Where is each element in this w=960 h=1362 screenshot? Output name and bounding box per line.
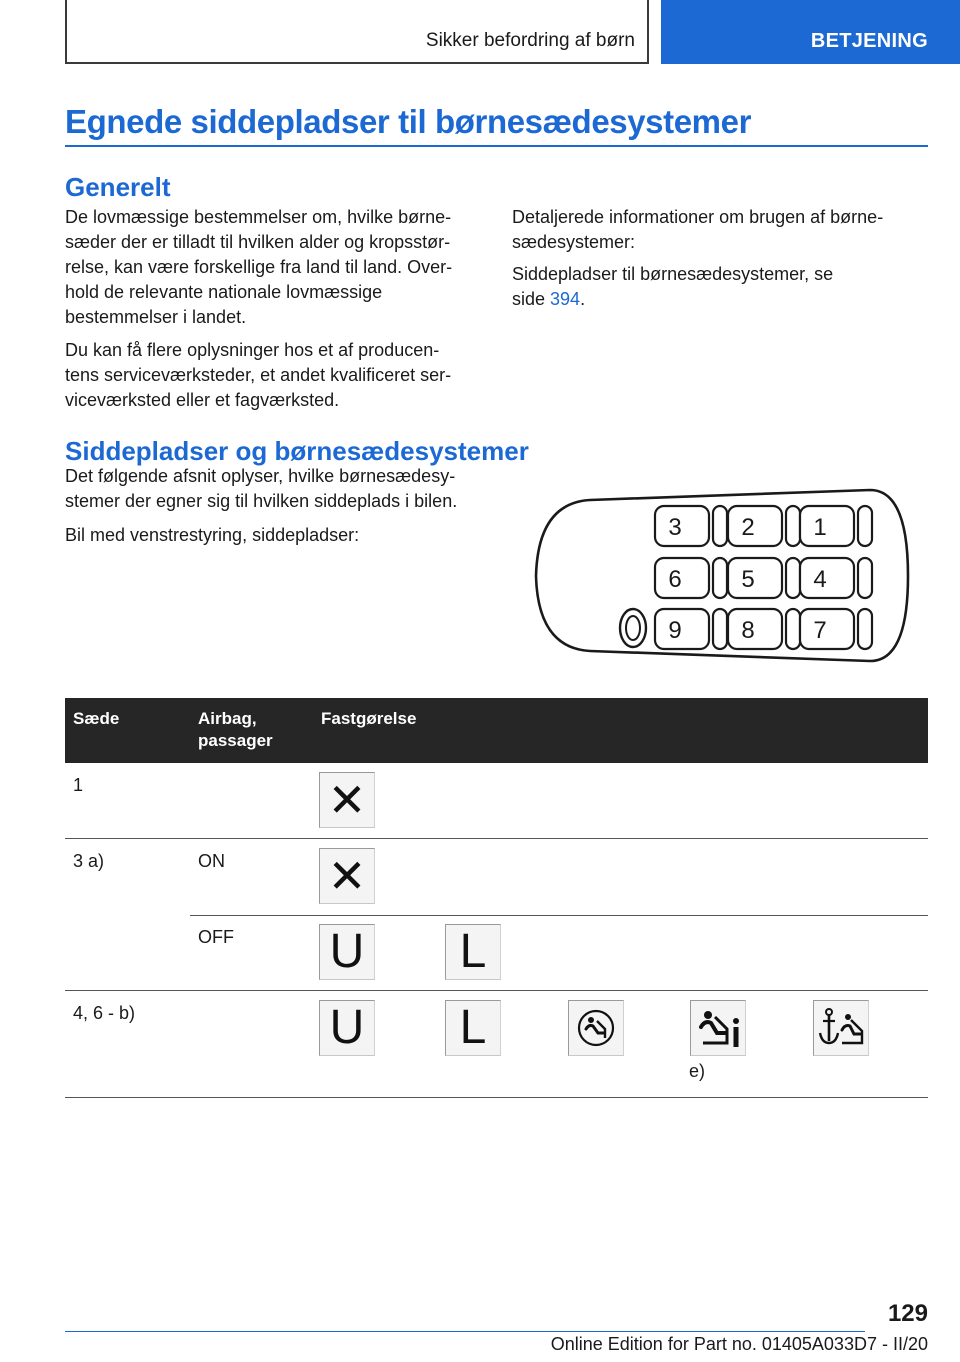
table-header-row <box>65 698 928 763</box>
seat-number: 2 <box>741 514 755 541</box>
not-permitted-icon: ✕ <box>319 772 375 828</box>
text-line: Siddepladser til børnesædesystemer, se <box>512 264 834 284</box>
text-line: Detaljerede informationer om brugen af børne‐ <box>512 207 884 227</box>
cell-seat: 3 a) <box>73 851 105 871</box>
footer-divider <box>65 1331 865 1332</box>
siddepladser-paragraph <box>65 464 505 514</box>
text-line: sæder der er tilladt til hvilken alder og kropsstør‐ <box>65 232 451 252</box>
text-line <box>512 287 932 312</box>
universal-u-icon: U <box>319 924 375 980</box>
text-line: bestemmelser i landet. <box>65 307 247 327</box>
table-row <box>65 915 928 991</box>
i-size-seat-icon <box>690 1000 746 1056</box>
seat-number: 6 <box>668 566 682 593</box>
page-reference-link[interactable]: 394 <box>550 289 581 309</box>
text-line: Det følgende afsnit oplyser, hvilke børnesædesy‐ <box>65 466 456 486</box>
header-airbag: Airbag, passager <box>198 709 273 750</box>
page-number: 129 <box>887 1300 928 1327</box>
header-chapter-tab <box>661 0 960 64</box>
seat-layout-diagram <box>530 488 910 663</box>
not-permitted-icon: ✕ <box>319 848 375 904</box>
page-title: Egnede siddepladser til børnesædesystemer <box>65 103 752 140</box>
seat-number: 1 <box>813 514 827 541</box>
generelt-paragraph-right <box>512 205 932 255</box>
cell-seat: 4, 6 - b) <box>73 1003 136 1023</box>
seat-number: 3 <box>668 514 682 541</box>
ref-prefix: side <box>512 289 551 309</box>
anchor-seat-icon <box>813 1000 869 1056</box>
seat-9 <box>655 609 727 649</box>
cell-airbag: OFF <box>198 927 234 947</box>
cell-airbag: ON <box>198 851 225 871</box>
text-line: relse, kan være forskellige fra land til land. Over‐ <box>65 257 453 277</box>
header-seat: Sæde <box>73 709 120 728</box>
universal-l-icon: L <box>445 924 501 980</box>
seat-5 <box>728 558 800 598</box>
seat-grid <box>655 506 872 649</box>
seat-3 <box>655 506 727 546</box>
compatibility-table <box>65 698 928 1098</box>
table-row <box>65 763 928 839</box>
seat-4 <box>800 558 872 598</box>
section-title-siddepladser: Siddepladser og børnesædesystemer <box>65 436 529 466</box>
lhd-label: Bil med venstrestyring, siddepladser: <box>65 525 360 545</box>
table-row <box>65 839 928 915</box>
seat-7 <box>800 609 872 649</box>
text-line: stemer der egner sig til hvilken siddeplads i bilen. <box>65 491 458 511</box>
section-title-generelt: Generelt <box>65 172 171 202</box>
seat-number: 5 <box>741 566 755 593</box>
text-line: viceværksted eller et fagværksted. <box>65 390 340 410</box>
footnote-e: e) <box>689 1061 706 1081</box>
title-divider <box>65 145 928 147</box>
generelt-reference <box>512 262 932 312</box>
header-section-tab <box>65 0 649 64</box>
cell-seat: 1 <box>73 775 84 795</box>
seat-8 <box>728 609 800 649</box>
isofix-seat-icon <box>568 1000 624 1056</box>
universal-u-icon: U <box>319 1000 375 1056</box>
seat-2 <box>728 506 800 546</box>
seat-number: 8 <box>741 617 755 644</box>
text-line: Du kan få flere oplysninger hos et af producen‐ <box>65 340 440 360</box>
header-fastening: Fastgørelse <box>321 709 417 728</box>
universal-l-icon: L <box>445 1000 501 1056</box>
generelt-paragraph-1 <box>65 205 485 330</box>
table-row <box>65 991 928 1098</box>
footer-edition-text: Online Edition for Part no. 01405A033D7 - II/20 <box>550 1334 928 1354</box>
seat-6 <box>655 558 727 598</box>
text-line: hold de relevante nationale lovmæssige <box>65 282 383 302</box>
seat-number: 7 <box>813 617 827 644</box>
text-line: sædesystemer: <box>512 232 636 252</box>
text-line: tens serviceværksteder, et andet kvalificeret ser‐ <box>65 365 452 385</box>
seat-1 <box>800 506 872 546</box>
header-section-label: Sikker befordring af børn <box>425 30 635 51</box>
generelt-paragraph-2 <box>65 338 485 413</box>
seat-number: 4 <box>813 566 827 593</box>
seat-number: 9 <box>668 617 682 644</box>
text-line: De lovmæssige bestemmelser om, hvilke børne‐ <box>65 207 452 227</box>
ref-suffix: . <box>580 289 586 309</box>
steering-wheel-icon <box>620 609 646 647</box>
header-chapter-label: BETJENING <box>810 30 928 52</box>
